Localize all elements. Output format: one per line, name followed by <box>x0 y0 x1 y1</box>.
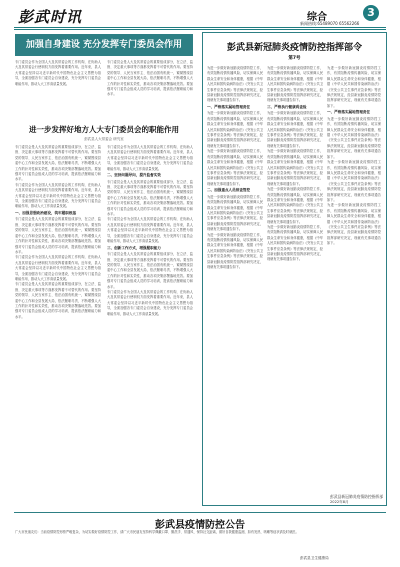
header-rule-thin <box>14 29 386 30</box>
article-subhead: 三、创新工作方式，增强履职能力 <box>107 245 161 250</box>
notice-body: 为进一步做好新冠肺炎疫情防控工作，有效阻断疫情传播风险，切实保障人民群众生命安全和身体健康，根据《中华人民共和国传染病防治法》《突发公共卫生事件应急条例》等法律法规规定，经县新冠肺炎疫情防控指挥部研究决定，现就有关事项通告如下。 <box>267 149 323 186</box>
notice-body: 为进一步做好新冠肺炎疫情防控工作，有效阻断疫情传播风险，切实保障人民群众生命安全和身体健康，根据《中华人民共和国传染病防治法》《突发公共卫生事件应急条例》等法律法规规定，经县新冠肺炎疫情防控指挥部研究决定，现就有关事项通告如下。 <box>327 66 381 108</box>
article-body: 专门委员会是人大及其常委会的重要组成部分，在立法、监督、决定重大事项等方面都发挥着不可替代的作用。要坚持党的领导、人民当家作主、依法治国有机统一，紧紧围绕县委中心工作和全县发展大局，依法履职尽责，不断增强人大工作的针对性和实效性，推动各项决策部署落地见效。要加强对专门委员会组成人员的学习培训，提高依法履职能力和水平。 <box>15 145 101 182</box>
article-subhead: 二、坚持问题导向，提升监督实效 <box>107 173 161 178</box>
bottom-title: 彭武县疫情防控公告 <box>155 520 245 531</box>
article-body: 专门委员会是人大及其常委会的重要组成部分，在立法、监督、决定重大事项等方面都发挥着不可替代的作用。要坚持党的领导、人民当家作主、依法治国有机统一，紧紧围绕县委中心工作和全县发展大局，依法履职尽责，不断增强人大工作的针对性和实效性，推动各项决策部署落地见效。要加强对专门委员会组成人员的学习培训，提高依法履职能力和水平。 <box>15 282 101 319</box>
article-body: 专门委员会是人大及其常委会的重要组成部分，在立法、监督、决定重大事项等方面都发挥着不可替代的作用。要坚持党的领导、人民当家作主、依法治国有机统一，紧紧围绕县委中心工作和全县发展大局，依法履职尽责，不断增强人大工作的针对性和实效性，推动各项决策部署落地见效。要加强对专门委员会组成人员的学习培训，提高依法履职能力和水平。 <box>107 179 193 217</box>
notice-item: 三、严格执行健康码查验 <box>267 104 307 109</box>
article-body: 专门委员会作为全国人大及其常委会的工作机构，在协助人大及其常委会行使职权方面发挥着重要作用。近年来，县人大常委会坚持以习近平新时代中国特色社会主义思想为指导，全面加强各专门委员会自身建设，充分发挥专门委员会职能作用，推动人大工作高质量发展。 <box>107 145 193 171</box>
notice-signature: 彭武县新冠肺炎疫情防控指挥部 <box>330 494 384 499</box>
article-body: 专门委员会是人大及其常委会的重要组成部分，在立法、监督、决定重大事项等方面都发挥着不可替代的作用。要坚持党的领导、人民当家作主、依法治国有机统一，紧紧围绕县委中心工作和全县发展大局，依法履职尽责，不断增强人大工作的针对性和实效性，推动各项决策部署落地见效。要加强对专门委员会组成人员的学习培训，提高依法履职能力和水平。 <box>107 252 193 289</box>
article-col-2 <box>107 145 193 505</box>
notice-col-2 <box>267 66 323 490</box>
bottom-body: 广大市民朋友们：当前疫情防控形势严峻复杂，为切实做好疫情防控工作，请广大市民朋友坚持科学佩戴口罩、勤洗手、常通风、保持社交距离，做好自我健康监测，如有发热、咳嗽等症状请及时就医。 <box>15 530 299 534</box>
notice-body: 为进一步做好新冠肺炎疫情防控工作，有效阻断疫情传播风险，切实保障人民群众生命安全和身体健康，根据《中华人民共和国传染病防治法》《突发公共卫生事件应急条例》等法律法规规定，经县新冠肺炎疫情防控指挥部研究决定，现就有关事项通告如下。 <box>267 111 323 148</box>
notice-body: 为进一步做好新冠肺炎疫情防控工作，有效阻断疫情传播风险，切实保障人民群众生命安全和身体健康，根据《中华人民共和国传染病防治法》《突发公共卫生事件应急条例》等法律法规规定，经县新冠肺炎疫情防控指挥部研究决定，现就有关事项通告如下。 <box>267 66 323 103</box>
bottom-rule <box>14 512 386 513</box>
article-body: 专门委员会作为全国人大及其常委会的工作机构，在协助人大及其常委会行使职权方面发挥着重要作用。近年来，县人大常委会坚持以习近平新时代中国特色社会主义思想为指导，全面加强各专门委员会自身建设，充分发挥专门委员会职能作用，推动人大工作高质量发展。 <box>107 217 193 244</box>
header-rule <box>14 27 386 28</box>
notice-date: 2022年8月 <box>330 500 349 504</box>
article-body: 专门委员会作为全国人大及其常委会的工作机构，在协助人大及其常委会行使职权方面发挥着重要作用。近年来，县人大常委会坚持以习近平新时代中国特色社会主义思想为指导，全面加强各专门委员会自身建设，充分发挥专门委员会职能作用，推动人大工作高质量发展。 <box>15 182 101 209</box>
article-body: 专门委员会作为全国人大及其常委会的工作机构，在协助人大及其常委会行使职权方面发挥着重要作用。近年来，县人大常委会坚持以习近平新时代中国特色社会主义思想为指导，全面加强各专门委员会自身建设，充分发挥专门委员会职能作用，推动人大工作高质量发展。 <box>107 289 193 316</box>
page-header <box>0 0 400 26</box>
notice-body: 为进一步做好新冠肺炎疫情防控工作，有效阻断疫情传播风险，切实保障人民群众生命安全和身体健康，根据《中华人民共和国传染病防治法》《突发公共卫生事件应急条例》等法律法规规定，经县新冠肺炎疫情防控指挥部研究决定，现就有关事项通告如下。 <box>327 160 381 202</box>
section-label: 综合 <box>307 12 327 23</box>
intro-text: 专门委员会作为全国人大及其常委会的工作机构，在协助人大及其常委会行使职权方面发挥着重要作用。近年来，县人大常委会坚持以习近平新时代中国特色社会主义思想为指导，全面加强各专门委员会自身建设，充分发挥专门委员会职能作用，推动人大工作高质量发展。 <box>15 60 101 86</box>
article-byline: 彭武县人大常委会 研究室 <box>84 137 124 141</box>
notice-body: 为进一步做好新冠肺炎疫情防控工作，有效阻断疫情传播风险，切实保障人民群众生命安全和身体健康，根据《中华人民共和国传染病防治法》《突发公共卫生事件应急条例》等法律法规规定，经县新冠肺炎疫情防控指挥部研究决定，现就有关事项通告如下。 <box>207 66 263 103</box>
notice-body: 为进一步做好新冠肺炎疫情防控工作，有效阻断疫情传播风险，切实保障人民群众生命安全和身体健康，根据《中华人民共和国传染病防治法》《突发公共卫生事件应急条例》等法律法规规定，经县新冠肺炎疫情防控指挥部研究决定，现就有关事项通告如下。 <box>207 111 263 148</box>
notice-col-1 <box>207 66 263 490</box>
intro-col-2 <box>107 60 193 120</box>
intro-text-cont: 专门委员会是人大及其常委会的重要组成部分，在立法、监督、决定重大事项等方面都发挥着不可替代的作用。要坚持党的领导、人民当家作主、依法治国有机统一，紧紧围绕县委中心工作和全县发展大局，依法履职尽责，不断增强人大工作的针对性和实效性，推动各项决策部署落地见效。要加强对专门委员会组成人员的学习培训，提高依法履职能力和水平。 <box>107 60 193 97</box>
notice-item: 二、加强重点人员排查管控 <box>207 188 251 193</box>
intro-col-1 <box>15 60 101 120</box>
article-body: 专门委员会作为全国人大及其常委会的工作机构，在协助人大及其常委会行使职权方面发挥着重要作用。近年来，县人大常委会坚持以习近平新时代中国特色社会主义思想为指导，全面加强各专门委员会自身建设，充分发挥专门委员会职能作用，推动人大工作高质量发展。 <box>15 255 101 281</box>
notice-item: 一、严格落实属地管理责任 <box>327 110 371 115</box>
article-col-1 <box>15 145 101 505</box>
notice-title: 彭武县新冠肺炎疫情防控指挥部令 <box>226 43 362 53</box>
masthead: 彭武时讯 <box>18 8 83 26</box>
article-subhead: 一、加强思想政治建设，筑牢履职根基 <box>15 210 77 215</box>
page-number-badge: 3 <box>363 5 379 21</box>
notice-body: 为进一步做好新冠肺炎疫情防控工作，有效阻断疫情传播风险，切实保障人民群众生命安全和身体健康，根据《中华人民共和国传染病防治法》《突发公共卫生事件应急条例》等法律法规规定，经县新冠肺炎疫情防控指挥部研究决定，现就有关事项通告如下。 <box>327 116 381 159</box>
notice-body: 为进一步做好新冠肺炎疫情防控工作，有效阻断疫情传播风险，切实保障人民群众生命安全和身体健康，根据《中华人民共和国传染病防治法》《突发公共卫生事件应急条例》等法律法规规定，经县新冠肺炎疫情防控指挥部研究决定，现就有关事项通告如下。 <box>267 224 323 262</box>
bottom-body-col <box>15 530 385 555</box>
notice-number: 第7号 <box>288 56 301 61</box>
left-banner: 加强自身建设 充分发挥专门委员会作用 <box>15 34 193 56</box>
notice-body: 为进一步做好新冠肺炎疫情防控工作，有效阻断疫情传播风险，切实保障人民群众生命安全和身体健康，根据《中华人民共和国传染病防治法》《突发公共卫生事件应急条例》等法律法规规定，经县新冠肺炎疫情防控指挥部研究决定，现就有关事项通告如下。 <box>327 203 381 246</box>
article-body: 专门委员会是人大及其常委会的重要组成部分，在立法、监督、决定重大事项等方面都发挥着不可替代的作用。要坚持党的领导、人民当家作主、依法治国有机统一，紧紧围绕县委中心工作和全县发展大局，依法履职尽责，不断增强人大工作的针对性和实效性，推动各项决策部署落地见效。要加强对专门委员会组成人员的学习培训，提高依法履职能力和水平。 <box>15 217 101 254</box>
bottom-signature: 彭武县卫生健康局 <box>300 556 329 560</box>
notice-body: 为进一步做好新冠肺炎疫情防控工作，有效阻断疫情传播风险，切实保障人民群众生命安全和身体健康，根据《中华人民共和国传染病防治法》《突发公共卫生事件应急条例》等法律法规规定，经县新冠肺炎疫情防控指挥部研究决定，现就有关事项通告如下。 <box>207 149 263 186</box>
dateline: 新闻热线:65489070 65562266 <box>300 21 360 26</box>
article-headline: 进一步发挥好地方人大专门委员会的职能作用 <box>29 125 179 134</box>
notice-body: 为进一步做好新冠肺炎疫情防控工作，有效阻断疫情传播风险，切实保障人民群众生命安全和身体健康，根据《中华人民共和国传染病防治法》《突发公共卫生事件应急条例》等法律法规规定，经县新冠肺炎疫情防控指挥部研究决定，现就有关事项通告如下。 <box>267 187 323 224</box>
notice-body: 为进一步做好新冠肺炎疫情防控工作，有效阻断疫情传播风险，切实保障人民群众生命安全和身体健康，根据《中华人民共和国传染病防治法》《突发公共卫生事件应急条例》等法律法规规定，经县新冠肺炎疫情防控指挥部研究决定，现就有关事项通告如下。 <box>207 194 263 232</box>
notice-body: 为进一步做好新冠肺炎疫情防控工作，有效阻断疫情传播风险，切实保障人民群众生命安全和身体健康，根据《中华人民共和国传染病防治法》《突发公共卫生事件应急条例》等法律法规规定，经县新冠肺炎疫情防控指挥部研究决定，现就有关事项通告如下。 <box>207 232 263 269</box>
notice-item: 一、严格落实属地管理责任 <box>207 104 251 109</box>
notice-col-3 <box>327 66 381 490</box>
